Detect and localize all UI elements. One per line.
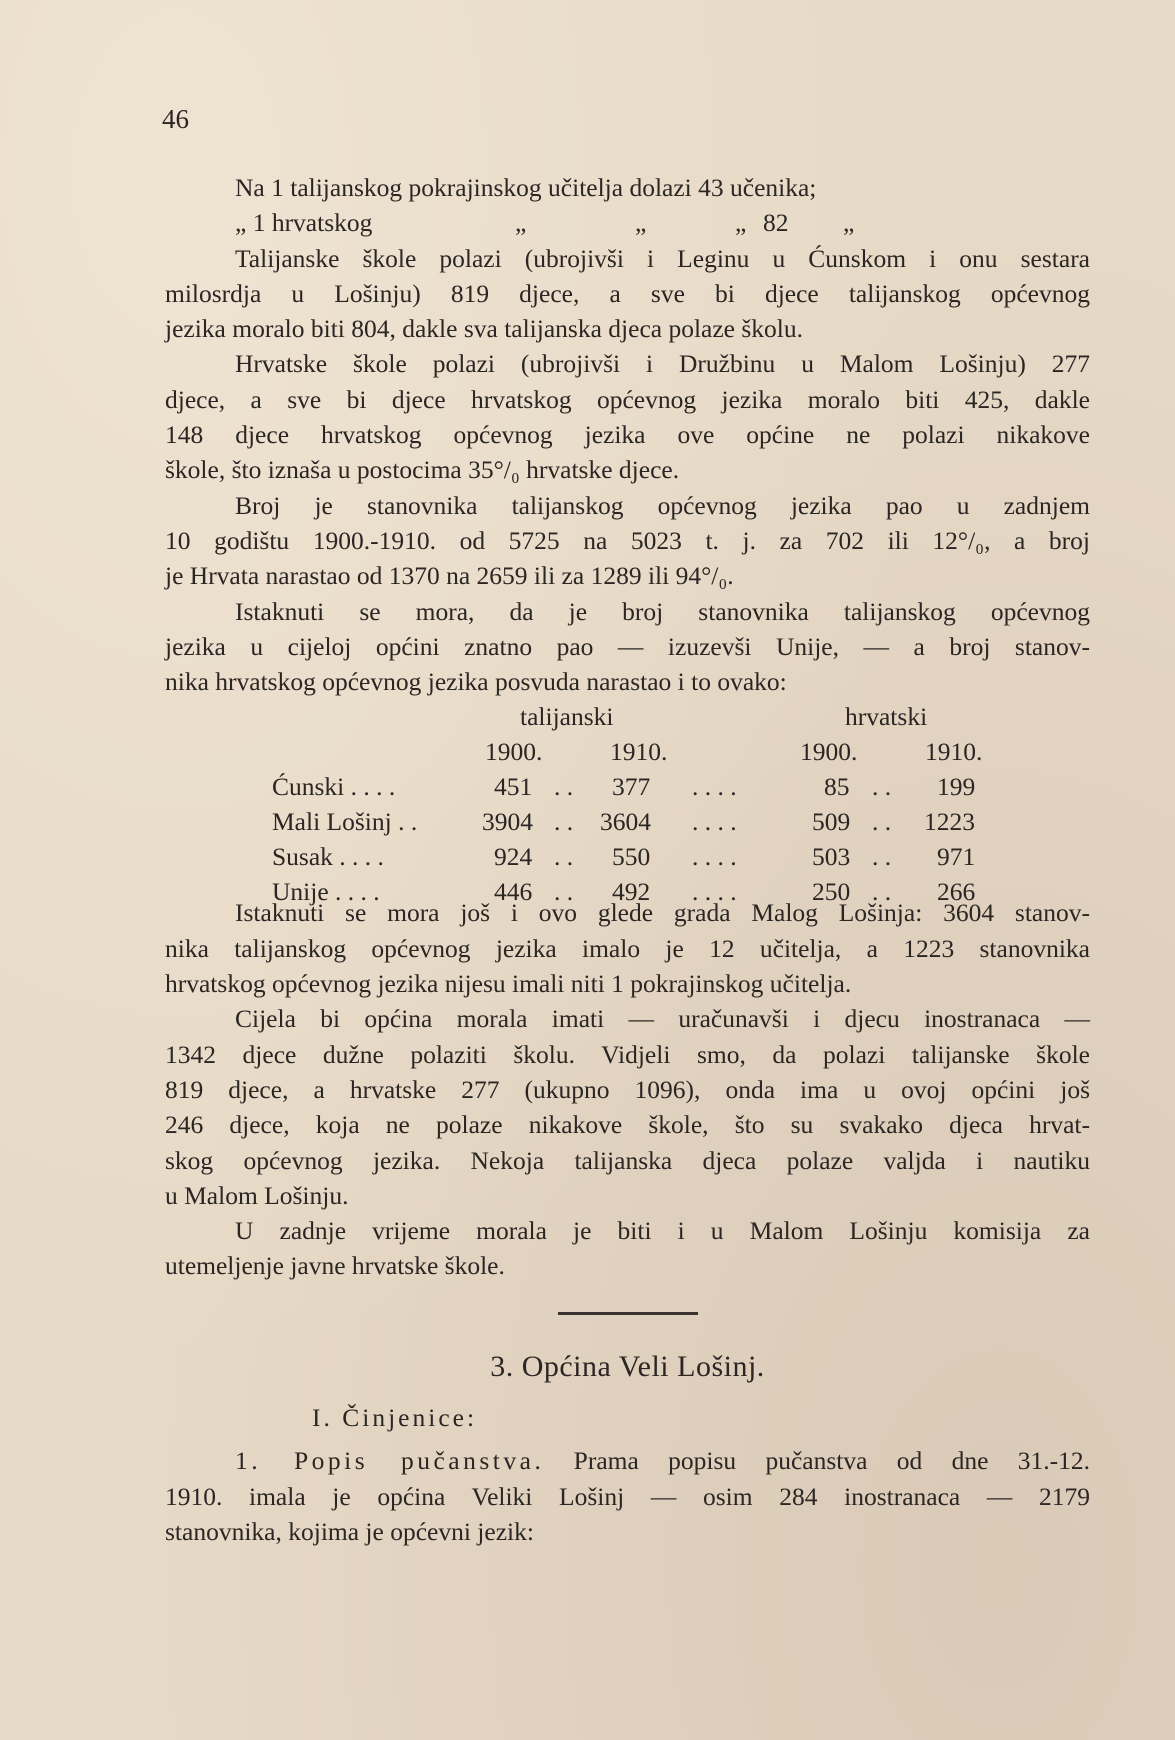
section-subheading: I. Činjenice: (312, 1403, 478, 1433)
paragraph-line: Istaknuti se mora još i ovo glede grada Malog Lošinja: 3604 stanov- (235, 898, 1090, 928)
value-it-1900: 446 (494, 877, 533, 907)
value-it-1900: 924 (494, 842, 533, 872)
value-hr-1910: 199 (937, 772, 976, 802)
value-it-1910: 3604 (600, 807, 651, 837)
value-it-1900: 3904 (482, 807, 533, 837)
leader-dots: . . (872, 772, 892, 802)
leader-dots: . . . . (692, 772, 737, 802)
leader-dots: . . . . (692, 807, 737, 837)
ratio-line-italian: Na 1 talijanskog pokrajinskog učitelja dolazi 43 učenika; (235, 173, 817, 202)
leader-dots: . . (872, 807, 892, 837)
value-hr-1900: 85 (824, 772, 850, 802)
paragraph-line: škole, što iznaša u postocima 35°/₀ hrvatske djece. (165, 455, 680, 485)
paragraph (165, 1443, 1090, 1549)
paragraph (165, 1001, 1090, 1213)
paragraph (165, 594, 1090, 700)
paragraph-line: 1342 djece dužne polaziti školu. Vidjeli smo, da polazi talijanske škole (165, 1039, 1090, 1069)
ratio-line-croatian-start: „ 1 hrvatskog (235, 208, 373, 238)
column-group-croatian: hrvatski (845, 702, 928, 732)
paragraph-line: 148 djece hrvatskog općevnog jezika ove općine ne polazi nikakove (165, 420, 1090, 450)
paragraph-line: U zadnje vrijeme morala je biti i u Malom Lošinju komisija za (235, 1216, 1090, 1246)
paragraph-line: utemeljenje javne hrvatske škole. (165, 1251, 505, 1281)
year-header: 1910. (925, 737, 983, 767)
value-hr-1910: 1223 (924, 807, 975, 837)
paragraph-line: 819 djece, a hrvatske 277 (ukupno 1096), onda ima u ovoj općini još (165, 1074, 1090, 1104)
paragraph-line: Hrvatske škole polazi (ubrojivši i Družbinu u Malom Lošinju) 277 (235, 349, 1090, 379)
leader-dots: . . . . (692, 877, 737, 907)
value-hr-1910: 266 (937, 877, 976, 907)
paragraph-line: hrvatskog općevnog jezika nijesu imali niti 1 pokrajinskog učitelja. (165, 969, 852, 999)
paragraph-line: nika hrvatskog općevnog jezika posvuda narastao i to ovako: (165, 667, 787, 697)
ditto-mark: „ (735, 208, 747, 238)
paragraph-line (165, 1443, 1090, 1478)
column-group-italian: talijanski (520, 702, 614, 732)
leader-dots: . . (554, 772, 574, 802)
paragraph-line: u Malom Lošinju. (165, 1180, 349, 1210)
paragraph-line: 246 djece, koja ne polaze nikakove škole, što su svakako djeca hrvat- (165, 1110, 1090, 1140)
paragraph-line: Cijela bi općina morala imati — uračunavši i djecu inostranaca — (235, 1004, 1090, 1034)
value-hr-1900: 509 (812, 807, 851, 837)
paragraph-line: Istaknuti se mora, da je broj stanovnika talijanskog općevnog (235, 596, 1090, 626)
paragraph-line: jezika u cijeloj općini znatno pao — izuzevši Unije, — a broj stanov- (165, 631, 1090, 661)
paragraph (165, 488, 1090, 594)
paragraph (165, 241, 1090, 347)
row-label: Ćunski . . . . (272, 772, 396, 802)
row-label: Mali Lošinj . . (272, 807, 418, 837)
paragraph-line: je Hrvata narastao od 1370 na 2659 ili za 1289 ili 94°/₀. (165, 561, 734, 591)
year-header: 1900. (800, 737, 858, 767)
ditto-mark: „ (635, 208, 647, 238)
value-hr-1900: 250 (812, 877, 851, 907)
value-it-1910: 492 (612, 877, 651, 907)
item-label: 1. Popis pučanstva. (235, 1446, 545, 1476)
row-label: Unije . . . . (272, 877, 380, 907)
leader-dots: . . (554, 807, 574, 837)
value-hr-1910: 971 (937, 842, 976, 872)
paragraph-line: 1910. imala je općina Veliki Lošinj — osim 284 inostranaca — 2179 (165, 1481, 1090, 1511)
paragraph-line: djece, a sve bi djece hrvatskog općevnog jezika moralo biti 425, dakle (165, 384, 1090, 414)
leader-dots: . . (872, 877, 892, 907)
year-header: 1900. (485, 737, 543, 767)
value-it-1910: 377 (612, 772, 651, 802)
paragraph-line: nika talijanskog općevnog jezika imalo je 12 učitelja, a 1223 stanovnika (165, 933, 1090, 963)
value-it-1900: 451 (494, 772, 533, 802)
paragraph (165, 895, 1090, 1001)
population-table (165, 699, 1090, 907)
paragraph-line: Broj je stanovnika talijanskog općevnog jezika pao u zadnjem (235, 490, 1090, 520)
paragraph-line: jezika moralo biti 804, dakle sva talijanska djeca polaze školu. (165, 314, 803, 344)
item-text: Prama popisu pučanstva od dne 31.-12. (573, 1446, 1091, 1476)
section-divider (558, 1312, 698, 1315)
paragraph (165, 1213, 1090, 1284)
paragraph-line: milosrdja u Lošinju) 819 djece, a sve bi djece talijanskog općevnog (165, 278, 1090, 308)
leader-dots: . . (872, 842, 892, 872)
leader-dots: . . (554, 842, 574, 872)
leader-dots: . . . . (692, 842, 737, 872)
ratio-number: 82 (763, 208, 789, 238)
value-it-1910: 550 (612, 842, 651, 872)
paragraph-line: Talijanske škole polazi (ubrojivši i Leginu u Ćunskom i onu sestara (235, 243, 1090, 273)
value-hr-1900: 503 (812, 842, 851, 872)
ratio-line-croatian (165, 205, 1090, 240)
section-title: 3. Općina Veli Lošinj. (490, 1349, 765, 1383)
page-body (165, 170, 1090, 1549)
paragraph (165, 346, 1090, 487)
page-number: 46 (162, 104, 189, 134)
paragraph-line: skog općevnog jezika. Nekoja talijanska djeca polaze valjda i nautiku (165, 1145, 1090, 1175)
paragraph-line: 10 godištu 1900.-1910. od 5725 na 5023 t. j. za 702 ili 12°/₀, a broj (165, 525, 1090, 555)
ditto-mark: „ (843, 208, 855, 238)
ditto-mark: „ (515, 208, 527, 238)
year-header: 1910. (610, 737, 668, 767)
paragraph-line: stanovnika, kojima je općevni jezik: (165, 1516, 534, 1546)
leader-dots: . . (554, 877, 574, 907)
row-label: Susak . . . . (272, 842, 384, 872)
